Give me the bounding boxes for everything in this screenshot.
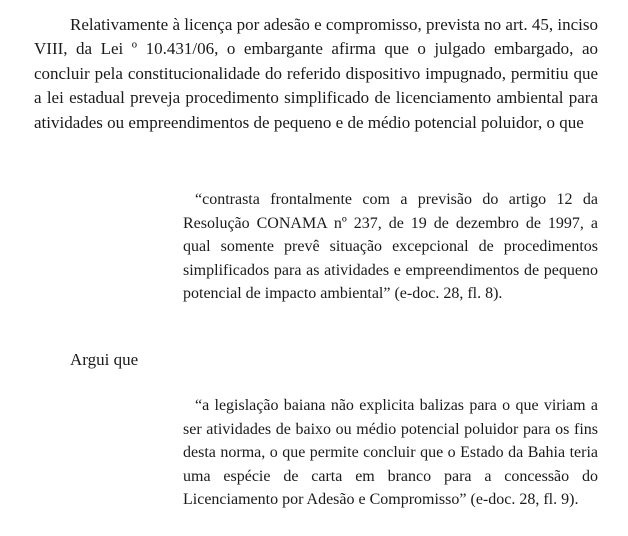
block-quote-conama: “contrasta frontalmente com a previsão do artigo 12 da Resolução CONAMA nº 237, de 19 de dezembro de 1997, a qual somente prevê situação excepcional de procedimentos simplificados para as atividades e empreendimentos de pequeno potencial de impacto ambiental” (e-doc. 28, fl. 8). <box>183 191 598 303</box>
body-paragraph-argui: Argui que <box>70 350 139 369</box>
body-paragraph-licenca: Relativamente à licença por adesão e compromisso, prevista no art. 45, inciso VIII, da Lei º 10.431/06, o embargante afirma que o julgado embargado, ao concluir pela constitucionalidade do referido dispositivo impugnado, permitiu que a lei estadual preveja procedimento simplificado de licenciamento ambiental para atividades ou empreendimentos de pequeno e de médio potencial poluidor, o que <box>34 15 598 132</box>
block-quote-legislacao-baiana: “a legislação baiana não explicita balizas para o que viriam a ser atividades de baixo ou médio potencial poluidor para os fins desta norma, o que permite concluir que o Estado da Bahia teria uma espécie de carta em branco para a concessão do Licenciamento por Adesão e Compromisso” (e-doc. 28, fl. 9). <box>183 397 598 509</box>
